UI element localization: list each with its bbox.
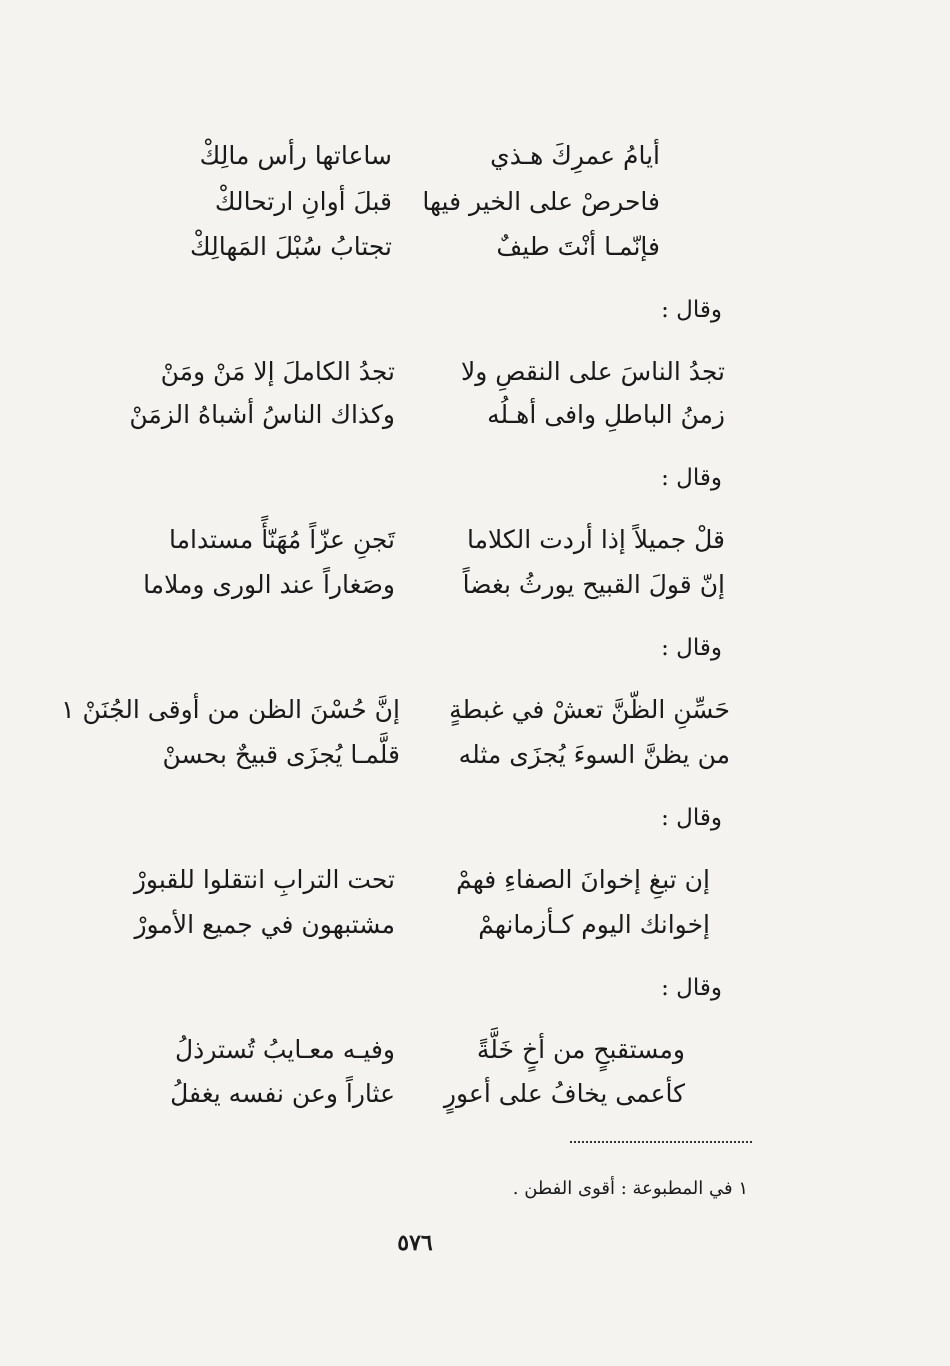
verse-line [115, 903, 710, 947]
verse-second-hemistich: تحت الترابِ انتقلوا للقبورْ [133, 865, 395, 894]
verse-line [115, 858, 710, 902]
verse-first-hemistich: قلْ جميلاً إذا أردت الكلاما [466, 525, 725, 554]
verse-second-hemistich: عثاراً وعن نفسه يغفلُ [170, 1079, 395, 1108]
poem-intro: وقال : [661, 975, 722, 1001]
verse-line [115, 518, 725, 562]
verse-first-hemistich: من يظنَّ السوءَ يُجزَى مثله [458, 740, 730, 769]
verse-second-hemistich: قلَّمـا يُجزَى قبيحٌ بحسنْ [162, 740, 400, 769]
verse-line [61, 688, 730, 732]
verse-first-hemistich: إنّ قولَ القبيح يورثُ بغضاً [462, 570, 725, 599]
verse-first-hemistich: كأعمى يخافُ على أعورٍ [443, 1079, 685, 1108]
verse-line [115, 350, 725, 394]
verse-first-hemistich: ومستقبحٍ من أخٍ خَلَّةً [476, 1035, 685, 1064]
verse-second-hemistich: وصَغاراً عند الورى وملاما [143, 570, 395, 599]
verse-second-hemistich: قبلَ أوانِ ارتحالكْ [214, 187, 392, 216]
verse-first-hemistich: أيامُ عمرِكَ هـذي [490, 141, 660, 170]
poem-intro: وقال : [661, 297, 722, 323]
verse-first-hemistich: إخوانك اليوم كـأزمانهمْ [478, 910, 710, 939]
verse-first-hemistich: إن تبغِ إخوانَ الصفاءِ فهمْ [456, 865, 710, 894]
verse-line [160, 134, 660, 178]
verse-first-hemistich: زمنُ الباطلِ وافى أهـلُه [487, 400, 725, 429]
verse-second-hemistich: تجتابُ سُبْلَ المَهالِكْ [190, 232, 392, 261]
verse-second-hemistich: مشتبهون في جميع الأمورْ [134, 910, 395, 939]
verse-first-hemistich: حَسِّنِ الظّنَّ تعشْ في غبطةٍ [449, 695, 730, 724]
poem-intro: وقال : [661, 465, 722, 491]
verse-line [115, 563, 725, 607]
footnote: ١ في المطبوعة : أقوى الفطن . [512, 1178, 748, 1199]
page-number: ٥٧٦ [397, 1230, 433, 1256]
verse-first-hemistich: فإنّمـا أنْتَ طيفٌ [496, 232, 660, 261]
verse-line [115, 393, 725, 437]
verse-line [140, 1028, 685, 1072]
poem-intro: وقال : [661, 635, 722, 661]
verse-line [160, 225, 660, 269]
poem-intro: وقال : [661, 805, 722, 831]
verse-second-hemistich: إنَّ حُسْنَ الظن من أوقى الجُنَنْ ١ [61, 695, 400, 724]
verse-second-hemistich: وكذاك الناسُ أشباهُ الزمَنْ [129, 400, 395, 429]
verse-first-hemistich: فاحرصْ على الخير فيها [422, 187, 660, 216]
verse-line [160, 180, 660, 224]
verse-line [140, 1072, 685, 1116]
footnote-divider [570, 1141, 752, 1143]
verse-line [90, 733, 730, 777]
verse-second-hemistich: ساعاتها رأس مالِكْ [199, 141, 392, 170]
verse-second-hemistich: وفيـه معـايبُ تُسترذلُ [175, 1035, 395, 1064]
verse-second-hemistich: تَجنِ عزّاً مُهَنّأً مستداما [168, 525, 395, 554]
verse-second-hemistich: تجدُ الكاملَ إلا مَنْ ومَنْ [160, 357, 395, 386]
verse-first-hemistich: تجدُ الناسَ على النقصِ ولا [461, 357, 725, 386]
